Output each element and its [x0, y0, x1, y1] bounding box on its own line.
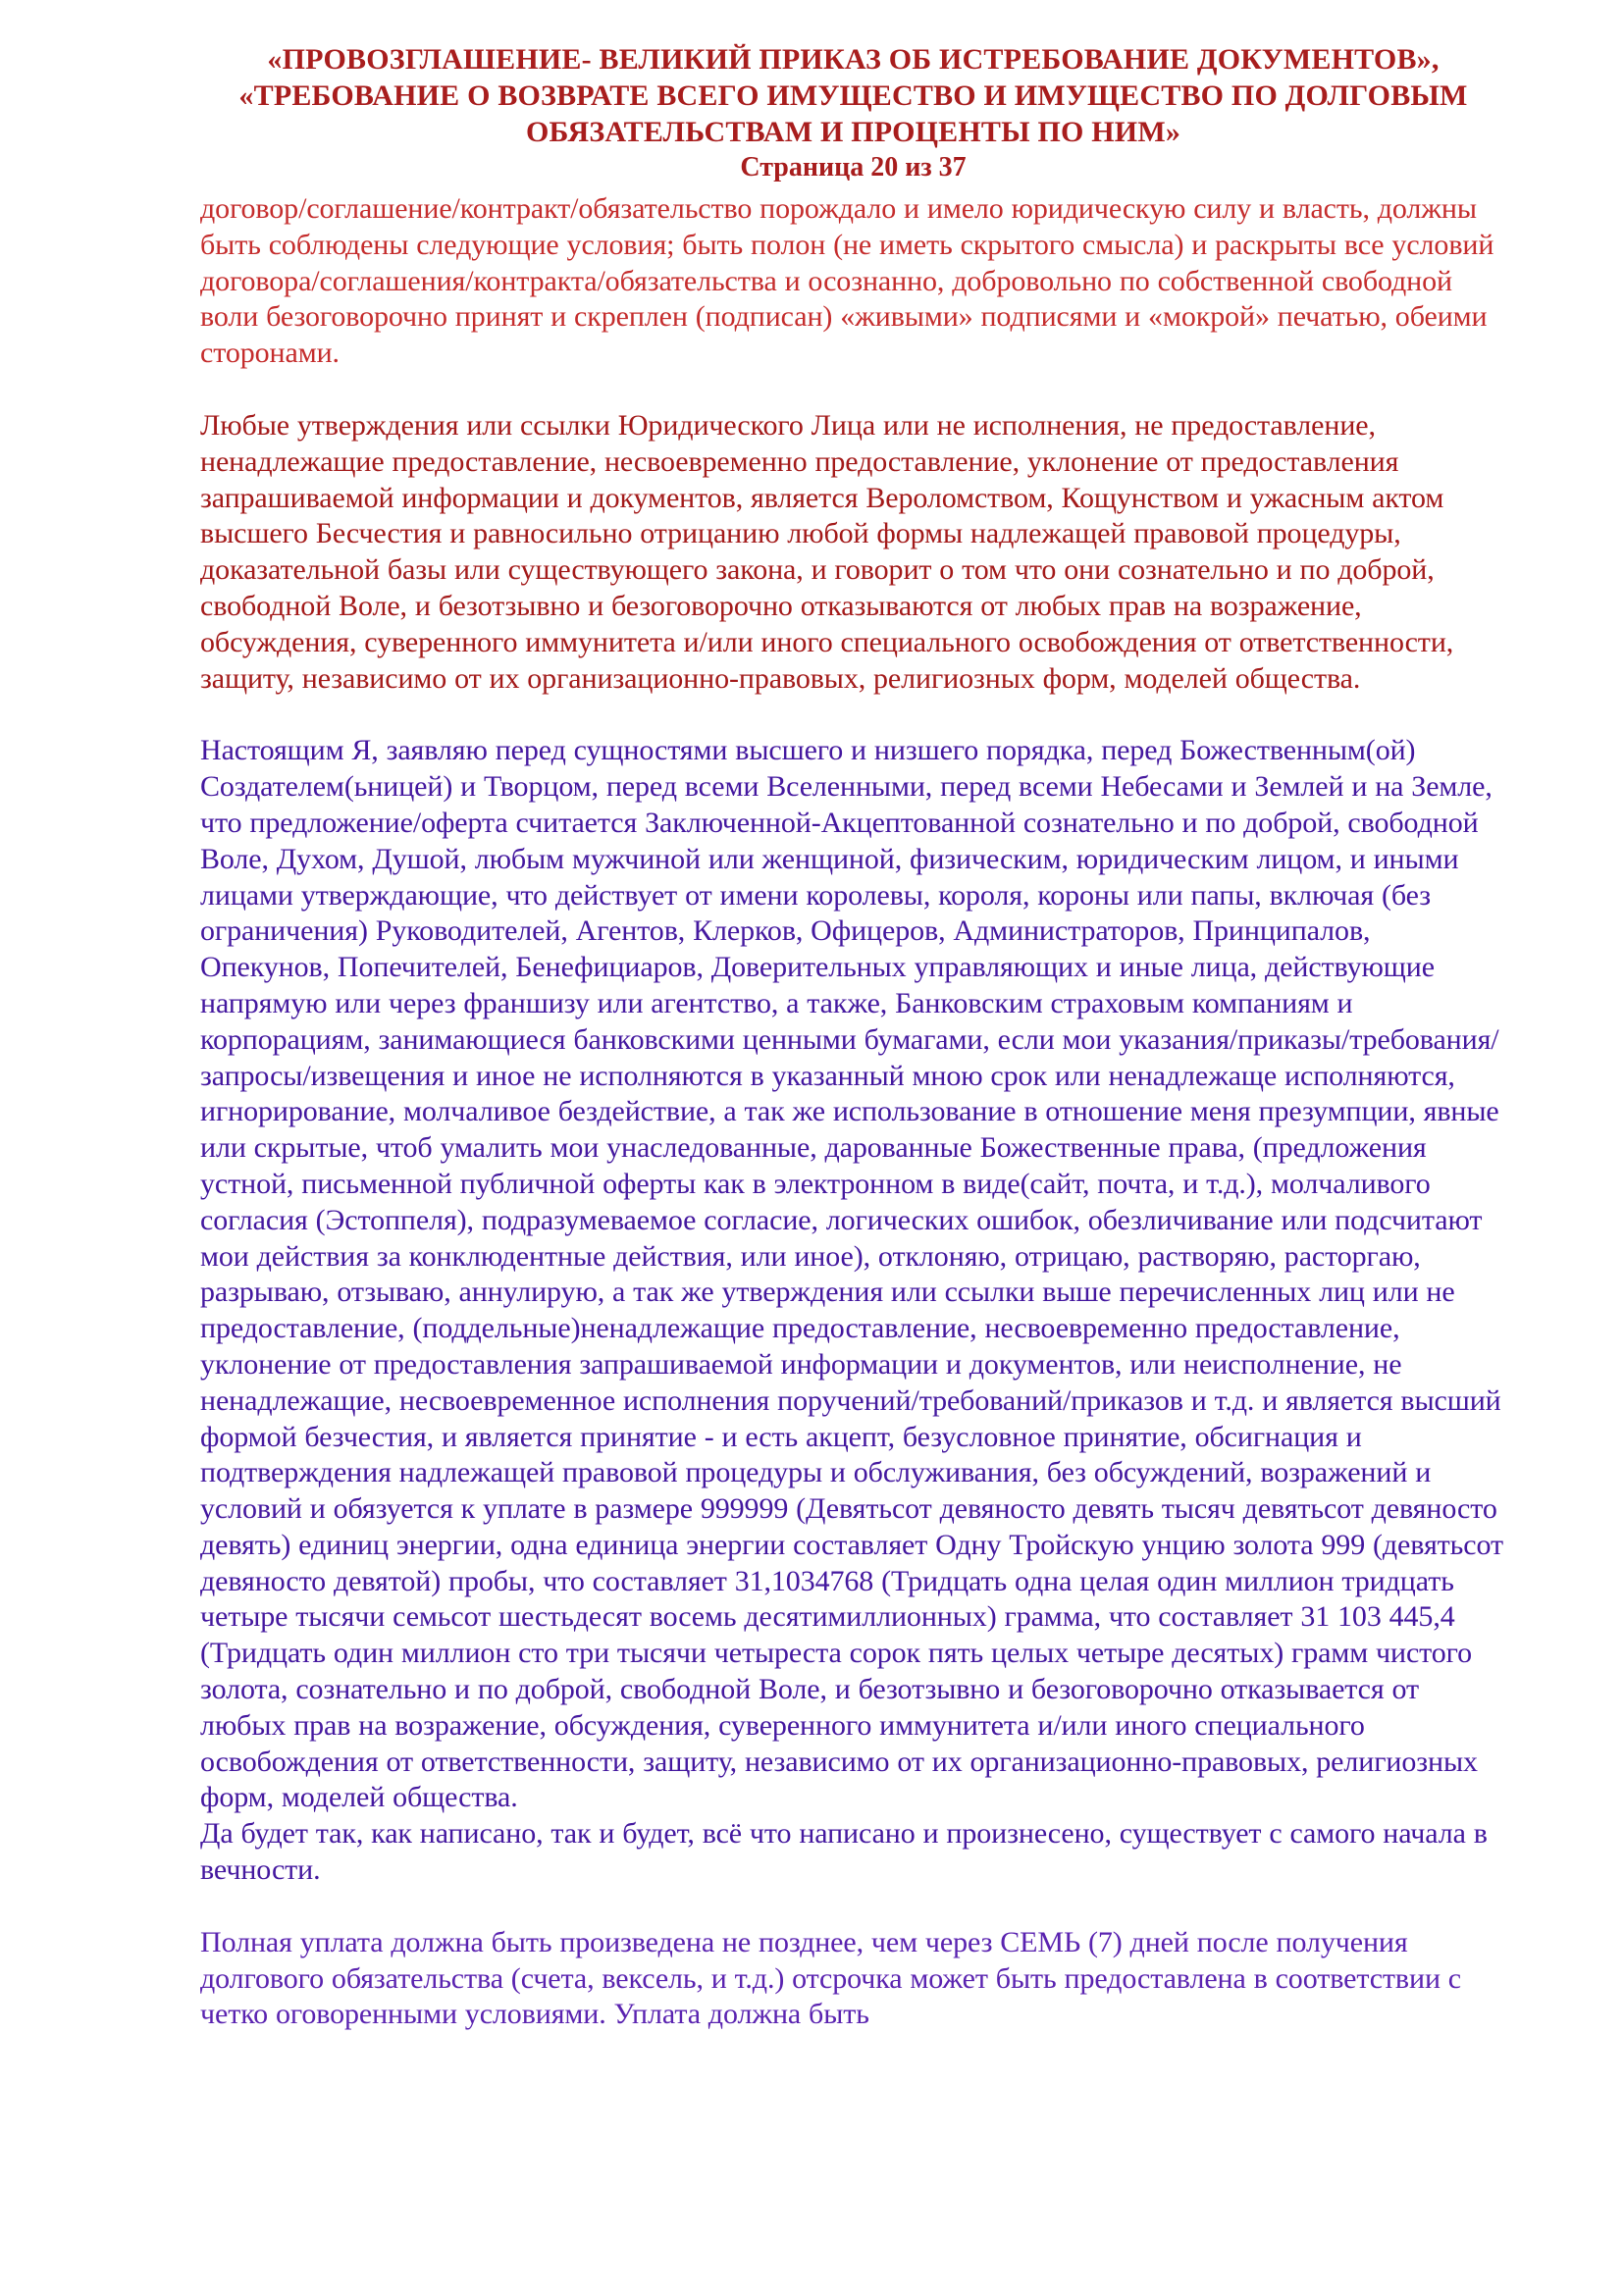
page-indicator: Страница 20 из 37: [740, 152, 967, 183]
paragraph-contract-conditions: договор/соглашение/контракт/обязательство порождало и имело юридическую силу и власть, должны быть соблюдены следующие условия; быть полон (не иметь скрытого смысла) и раскрыты все условий договора/соглашения/контракта/обязательства и осознанно, добровольно по собственной свободной воли безоговорочно принят и скреплен (подписан) «живыми» подписями и «мокрой» печатью, обеими сторонами.: [200, 192, 1494, 370]
document-body: [200, 191, 1506, 2033]
page-title: «ПРОВОЗГЛАШЕНИЕ- ВЕЛИКИЙ ПРИКАЗ ОБ ИСТРЕБОВАНИЕ ДОКУМЕНТОВ», «ТРЕБОВАНИЕ О ВОЗВРАТЕ ВСЕГО ИМУЩЕСТВО И ИМУЩЕСТВО ПО ДОЛГОВЫМ ОБЯЗАТЕЛЬСТВАМ И ПРОЦЕНТЫ ПО НИМ»: [238, 43, 1468, 148]
paragraph-payment-terms: Полная уплата должна быть произведена не позднее, чем через СЕМЬ (7) дней после получения долгового обязательства (счета, вексель, и т.д.) отсрочка может быть предоставлена в соответствии с четко оговоренными условиями. Уплата должна быть: [200, 1925, 1462, 2031]
paragraph-so-be-it: Да будет так, как написано, так и будет, всё что написано и произнесено, существует с самого начала в вечности.: [200, 1817, 1488, 1887]
paragraph-assertions-dishonor: Любые утверждения или ссылки Юридического Лица или не исполнения, не предоставление, ненадлежащие предоставление, несвоевременно предоставление, уклонение от предоставления запрашиваемой информации и документов, является Вероломством, Кощунством и ужасным актом высшего Бесчестия и равносильно отрицанию любой формы надлежащей правовой процедуры, доказательной базы или существующего закона, и говорит о том что они сознательно и по доброй, свободной Воле, и безотзывно и безоговорочно отказываются от любых прав на возражение, обсуждения, суверенного иммунитета и/или иного специального освобождения от ответственности, защиту, независимо от их организационно-правовых, религиозных форм, моделей общества.: [200, 408, 1454, 695]
paragraph-declaration: Настоящим Я, заявляю перед сущностями высшего и низшего порядка, перед Божественным(ой) Создателем(ьницей) и Творцом, перед всеми Вселенными, перед всеми Небесами и Землей и на Земле, что предложение/оферта считается Заключенной-Акцептованной сознательно и по доброй, свободной Воле, Духом, Душой, любым мужчиной или женщиной, физическим, юридическим лицом, и иными лицами утверждающие, что действует от имени королевы, короля, короны или папы, включая (без ограничения) Руководителей, Агентов, Клерков, Офицеров, Администраторов, Принципалов, Опекунов, Попечителей, Бенефициаров, Доверительных управляющих и иные лица, действующие напрямую или через франшизу или агентство, а также, Банковским страховым компаниям и корпорациям, занимающиеся банковскими ценными бумагами, если мои указания/приказы/требования/запросы/извещения и иное не исполняются в указанный мною срок или ненадлежаще исполняются, игнорирование, молчаливое бездействие, а так же использование в отношение меня презумпции, явные или скрытые, чтоб умалить мои унаследованные, дарованные Божественные права, (предложения устной, письменной публичной оферты как в электронном в виде(сайт, почта, и т.д.), молчаливого согласия (Эстоппеля), подразумеваемое согласие, логических ошибок, обезличивание или подсчитают мои действия за конклюдентные действия, или иное), отклоняю, отрицаю, растворяю, расторгаю, разрываю, отзываю, аннулирую, а так же утверждения или ссылки выше перечисленных лиц или не предоставление, (поддельные)ненадлежащие предоставление, несвоевременно предоставление, уклонение от предоставления запрашиваемой информации и документов, или неисполнение, не ненадлежащие, несвоевременное исполнения поручений/требований/приказов и т.д. и является высший формой безчестия, и является принятие - и есть акцепт, безусловное принятие, обсигнация и подтверждения надлежащей правовой процедуры и обслуживания, без обсуждений, возражений и условий и обязуется к уплате в размере 999999 (Девятьсот девяносто девять тысяч девятьсот девяносто девять) единиц энергии, одна единица энергии составляет Одну Тройскую унцию золота 999 (девятьсот девяносто девятой) пробы, что составляет 31,1034768 (Тридцать одна целая один миллион тридцать четыре тысячи семьсот шестьдесят восемь десятимиллионных) грамма, что составляет 31 103 445,4 (Тридцать один миллион сто три тысячи четыреста сорок пять целых четыре десятых) грамм чистого золота, сознательно и по доброй, свободной Воле, и безотзывно и безоговорочно отказывается от любых прав на возражение, обсуждения, суверенного иммунитета и/или иного специального освобождения от ответственности, защиту, независимо от их организационно-правовых, религиозных форм, моделей общества.: [200, 734, 1503, 1814]
document-header: [200, 41, 1506, 185]
